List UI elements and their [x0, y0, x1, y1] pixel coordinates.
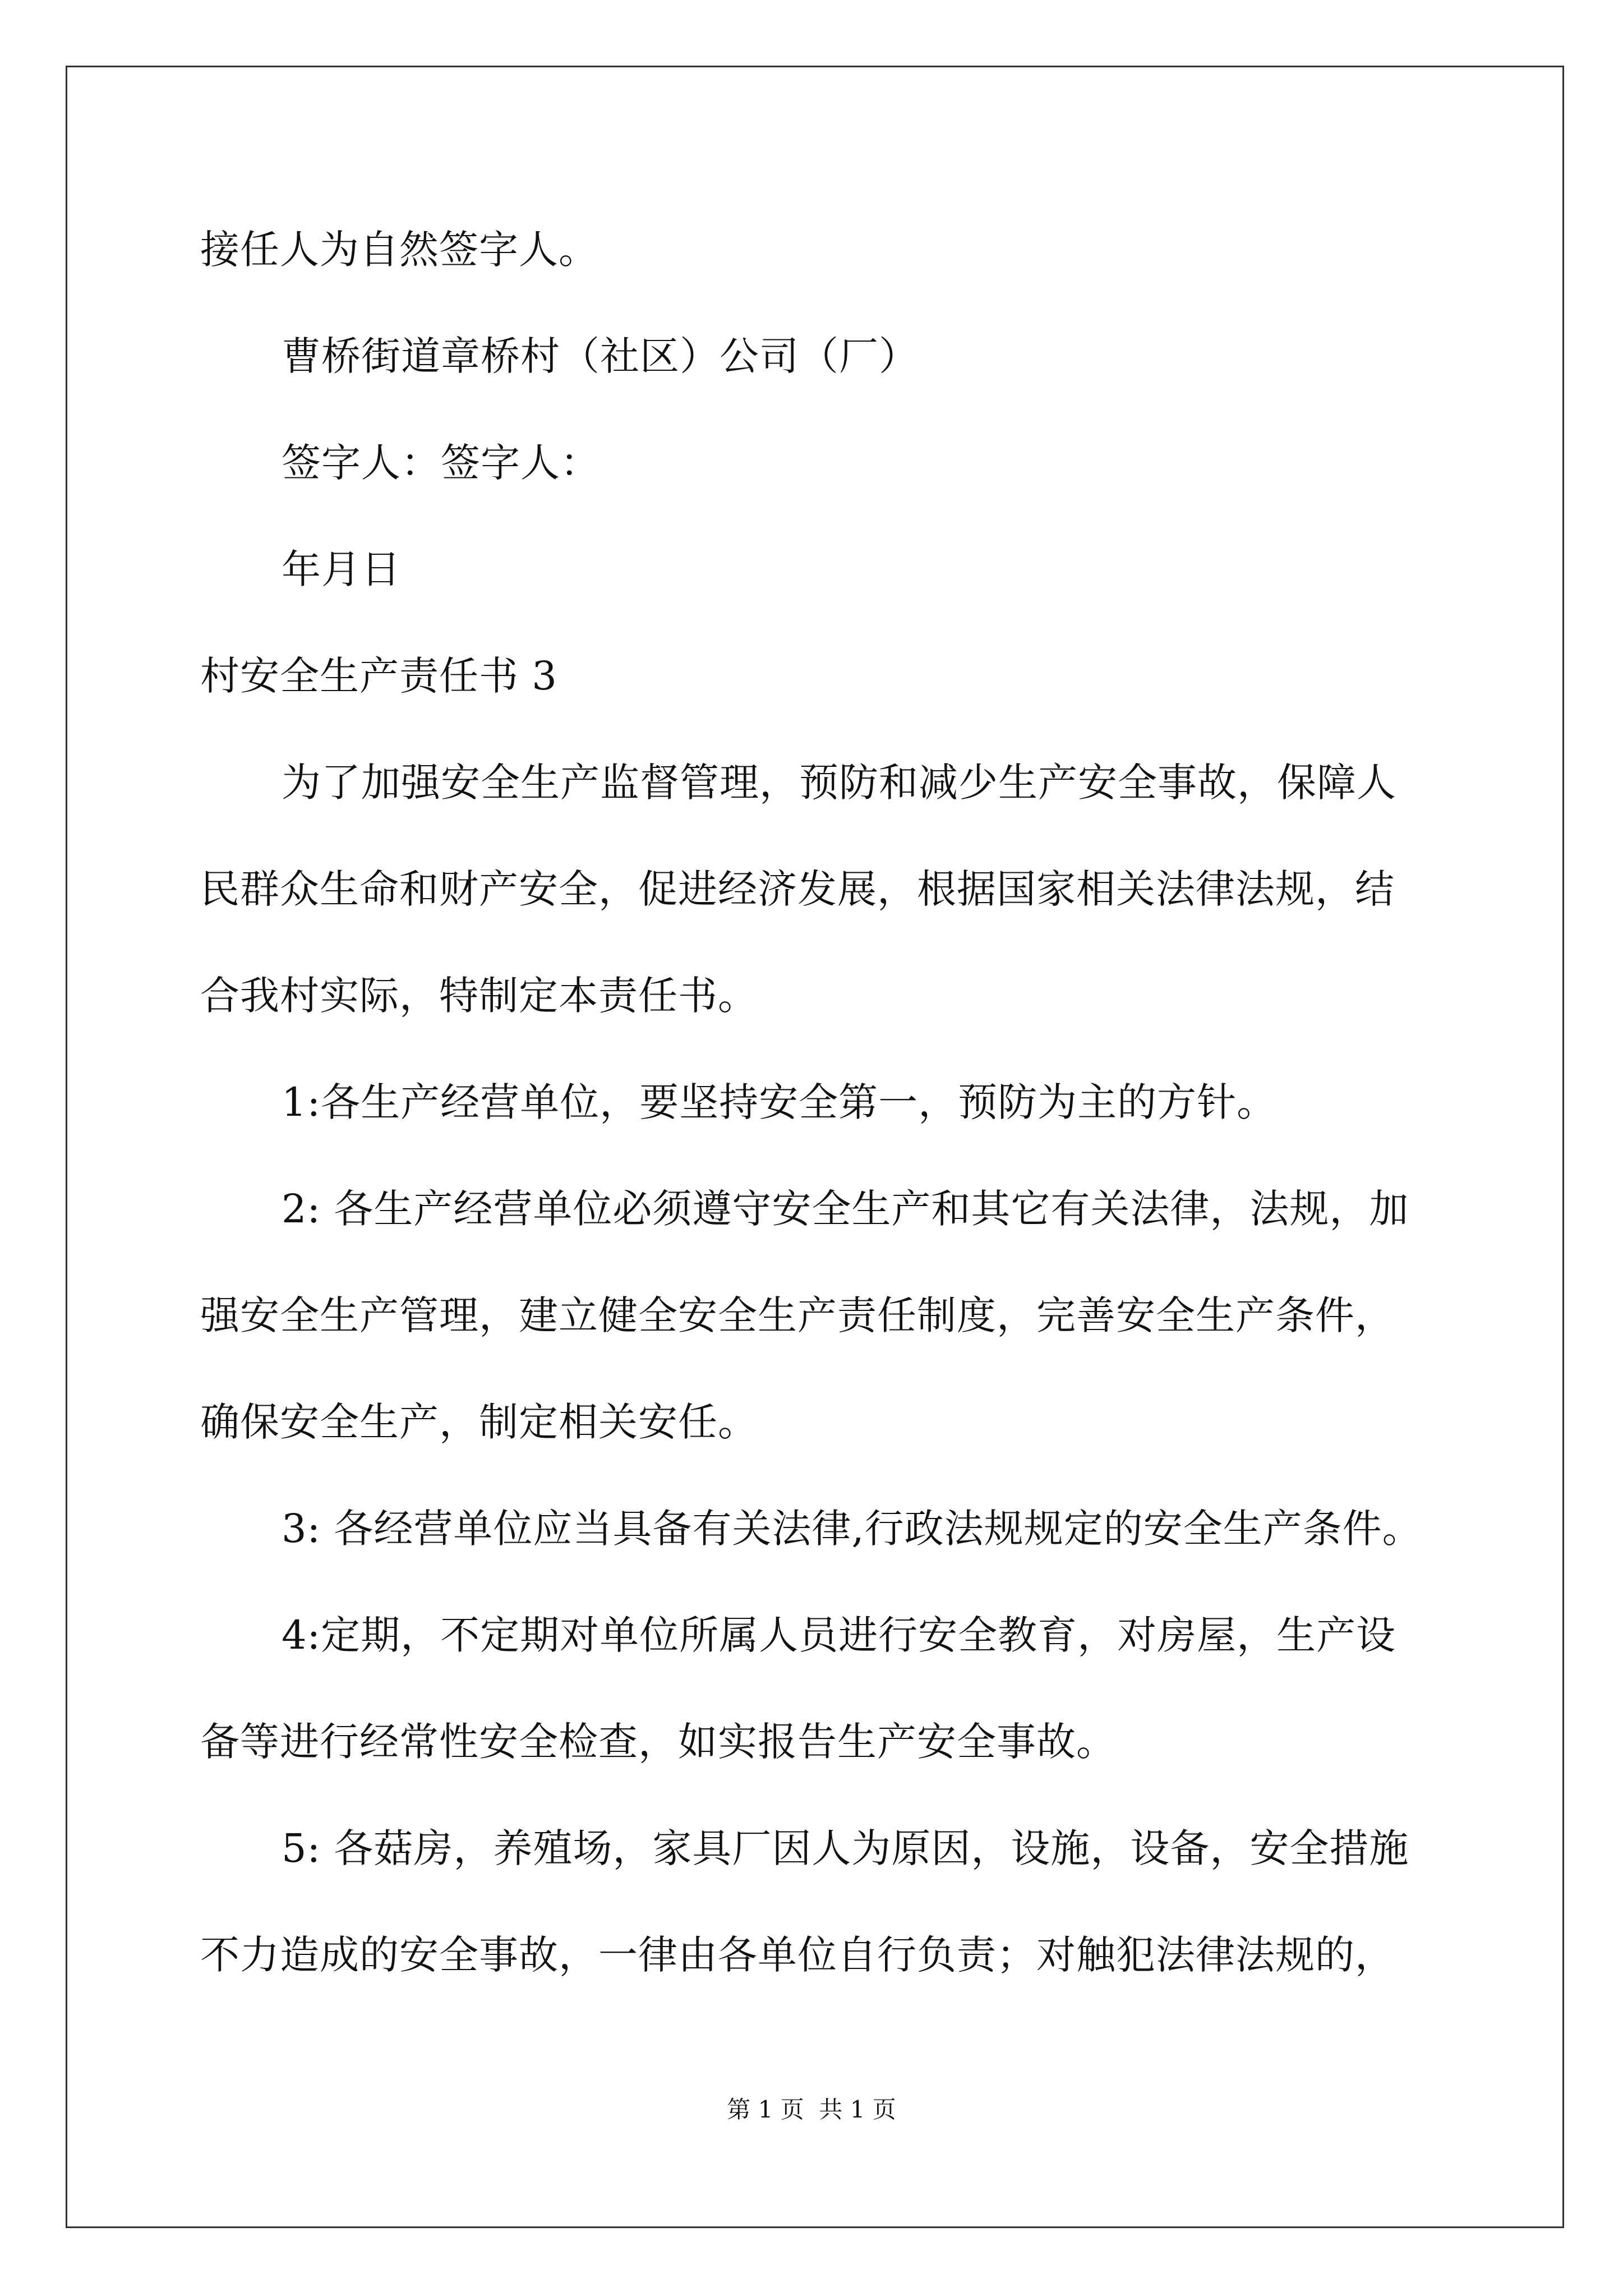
text-line-3: 签字人：签字人： — [282, 440, 600, 486]
text-line-15: 备等进行经常性安全检查，如实报告生产安全事故。 — [200, 1719, 1116, 1765]
text-line-8: 合我村实际，特制定本责任书。 — [200, 973, 758, 1019]
text-line-7: 民群众生命和财产安全，促进经济发展，根据国家相关法律法规，结 — [200, 866, 1395, 912]
text-line-2: 曹桥街道章桥村（社区）公司（厂） — [282, 333, 919, 379]
page-footer: 第 1 页 共 1 页 — [727, 2096, 896, 2123]
text-line-9: 1:各生产经营单位，要坚持安全第一，预防为主的方针。 — [282, 1079, 1277, 1125]
section-heading: 村安全生产责任书 3 — [200, 653, 557, 699]
text-line-1: 接任人为自然签字人。 — [200, 227, 598, 273]
text-line-4: 年月日 — [282, 546, 401, 592]
text-line-13: 3: 各经营单位应当具备有关法律,行政法规规定的安全生产条件。 — [282, 1506, 1422, 1552]
text-line-6: 为了加强安全生产监督管理，预防和减少生产安全事故，保障人 — [282, 760, 1396, 806]
text-line-10: 2: 各生产经营单位必须遵守安全生产和其它有关法律，法规，加 — [282, 1186, 1409, 1232]
text-line-11: 强安全生产管理，建立健全安全生产责任制度，完善安全生产条件， — [200, 1292, 1395, 1338]
text-line-14: 4:定期，不定期对单位所属人员进行安全教育，对房屋，生产设 — [282, 1612, 1396, 1658]
text-line-12: 确保安全生产，制定相关安任。 — [200, 1399, 758, 1445]
page-border — [66, 66, 1564, 2228]
text-line-17: 不力造成的安全事故，一律由各单位自行负责；对触犯法律法规的， — [200, 1932, 1395, 1978]
text-line-16: 5: 各菇房，养殖场，家具厂因人为原因，设施，设备，安全措施 — [282, 1825, 1409, 1871]
